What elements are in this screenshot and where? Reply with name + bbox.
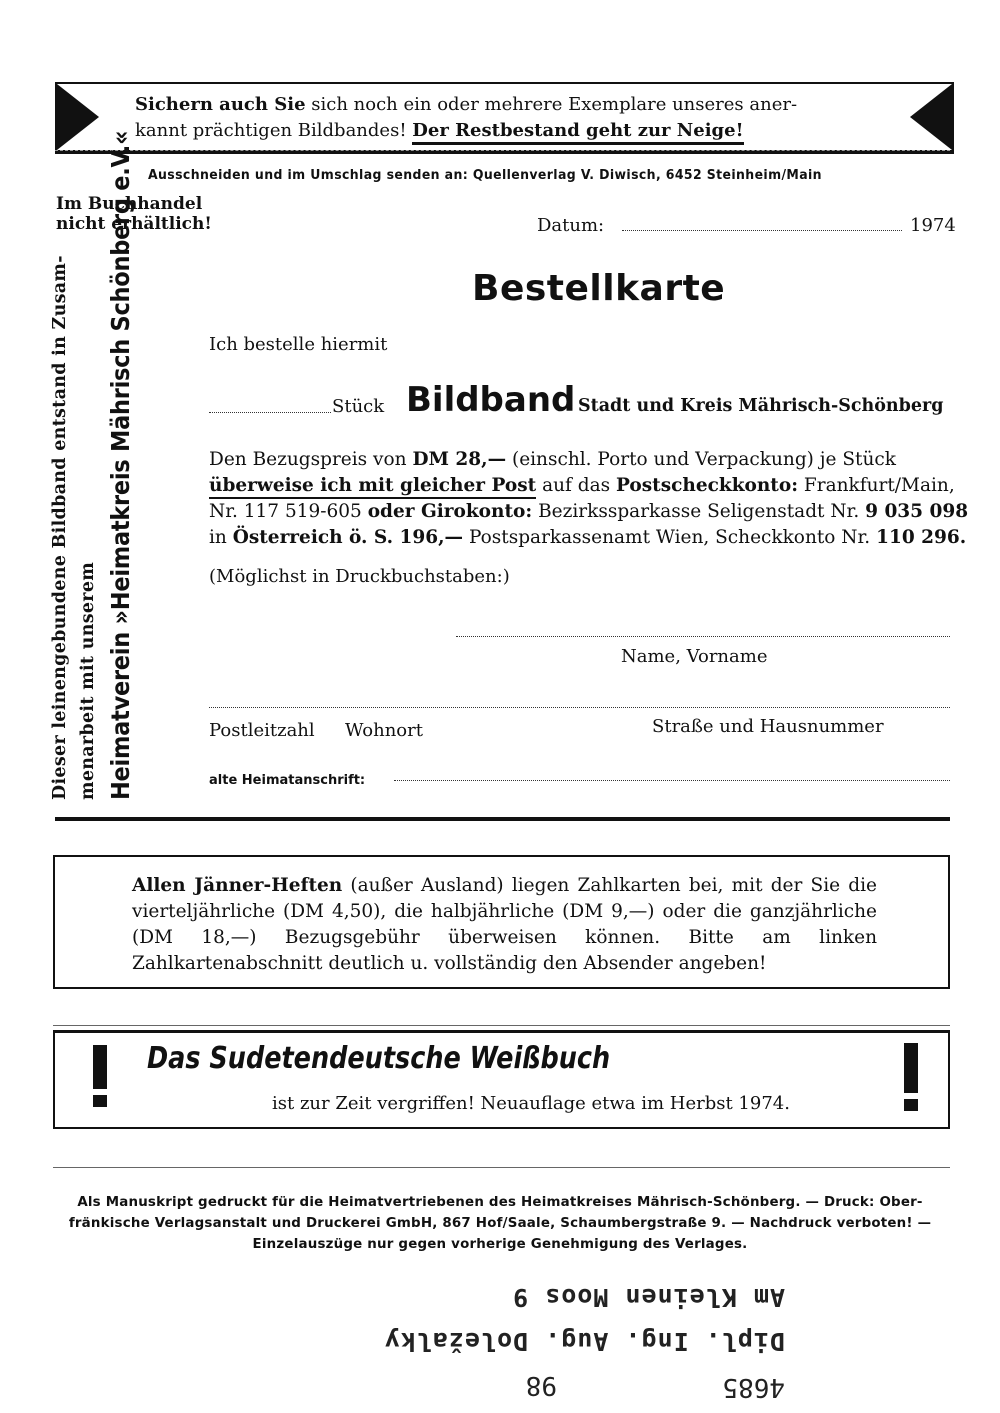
book-subtitle: Stadt und Kreis Mährisch-Schönberg [578, 396, 944, 416]
side-text-line2: menarbeit mit unserem [78, 561, 98, 800]
weissbuch-text: ist zur Zeit vergriffen! Neuauflage etwa im Herbst 1974. [272, 1093, 790, 1114]
old-address-label: alte Heimatanschrift: [209, 773, 366, 788]
weissbuch-title: Das Sudetendeutsche Weißbuch [147, 1041, 611, 1076]
date-label: Datum: [537, 215, 605, 236]
separator [53, 1025, 950, 1026]
address-stamp [335, 1262, 785, 1402]
cut-line [55, 150, 950, 151]
piece-label: Stück [332, 396, 385, 417]
address-field[interactable] [209, 707, 950, 708]
banner-emphasis: Sichern auch Sie [135, 94, 306, 115]
city-label: Wohnort [345, 720, 423, 741]
old-address-field[interactable] [394, 780, 950, 781]
payment-text: Den Bezugspreis von DM 28,— (einschl. Porto und Verpackung) je Stück überweise ich mit gleicher Post auf das Postscheckkonto: Frankfurt/Main, Nr. 117 519-605 oder Girokonto: Bezirkssparkasse Seligenstadt Nr. 9 035 098 in Österreich ö. S. 196,— Postsparkassenamt Wien, Scheckkonto Nr. 110 296. [209, 449, 969, 548]
exclamation-icon [93, 1045, 107, 1107]
right-arrow-icon [910, 84, 952, 150]
street-label: Straße und Hausnummer [652, 716, 884, 737]
divider [55, 817, 950, 821]
page-title: Bestellkarte [472, 268, 726, 309]
quantity-field[interactable] [209, 412, 331, 413]
weissbuch-box [53, 1030, 950, 1129]
name-label: Name, Vorname [621, 646, 768, 667]
stamp-line-1: Am Kleinen Moos 9 [512, 1283, 785, 1312]
side-text-line1: Dieser leinengebundene Bildband entstand in Zusam- [50, 255, 70, 800]
side-text-line3: Heimatverein »Heimatkreis Mährisch Schönberg e.V.« [106, 130, 135, 800]
exclamation-icon [904, 1043, 918, 1111]
year: 1974 [910, 215, 956, 236]
left-arrow-icon [57, 84, 99, 150]
stamp-number-a: 4685 [722, 1372, 785, 1402]
send-to-line: Ausschneiden und im Umschlag senden an: Quellenverlag V. Diwisch, 6452 Steinheim/Main [148, 168, 822, 183]
stamp-line-2: Dipl. Ing. Aug. Doležalky [383, 1327, 785, 1356]
stamp-number-b: 98 [525, 1370, 557, 1400]
zip-label: Postleitzahl [209, 720, 315, 741]
book-title: Bildband [406, 380, 576, 420]
info-box: Allen Jänner-Heften (außer Ausland) liegen Zahlkarten bei, mit der Sie die vierteljährliche (DM 4,50), die halbjährliche (DM 9,—) oder die ganzjährliche (DM 18,—) Bezugsgebühr überweisen können. Bitte am linken Zahlkartenabschnitt deutlich u. vollständig den Absender angeben! [53, 855, 950, 989]
date-field[interactable] [622, 230, 902, 231]
banner-stock-warning: Der Restbestand geht zur Neige! [412, 120, 743, 145]
separator [53, 1167, 950, 1168]
name-field[interactable] [456, 636, 950, 637]
imprint: Als Manuskript gedruckt für die Heimatvertriebenen des Heimatkreises Mährisch-Schönberg. — Druck: Ober- fränkische Verlagsanstalt und Druckerei GmbH, 867 Hof/Saale, Schaumbergstraße 9. — Nachdruck verboten! — Einzelauszüge nur gegen vorherige Genehmigung des Verlages. [68, 1195, 932, 1252]
not-in-store: Im Buchhandel nicht erhältlich! [56, 194, 212, 234]
top-banner [55, 82, 954, 154]
banner-text: Sichern auch Sie sich noch ein oder mehrere Exemplare unseres aner- kannt prächtigen Bildbandes! Der Restbestand geht zur Neige! [135, 92, 895, 144]
order-intro: Ich bestelle hiermit [209, 334, 388, 355]
print-note: (Möglichst in Druckbuchstaben:) [209, 566, 510, 587]
